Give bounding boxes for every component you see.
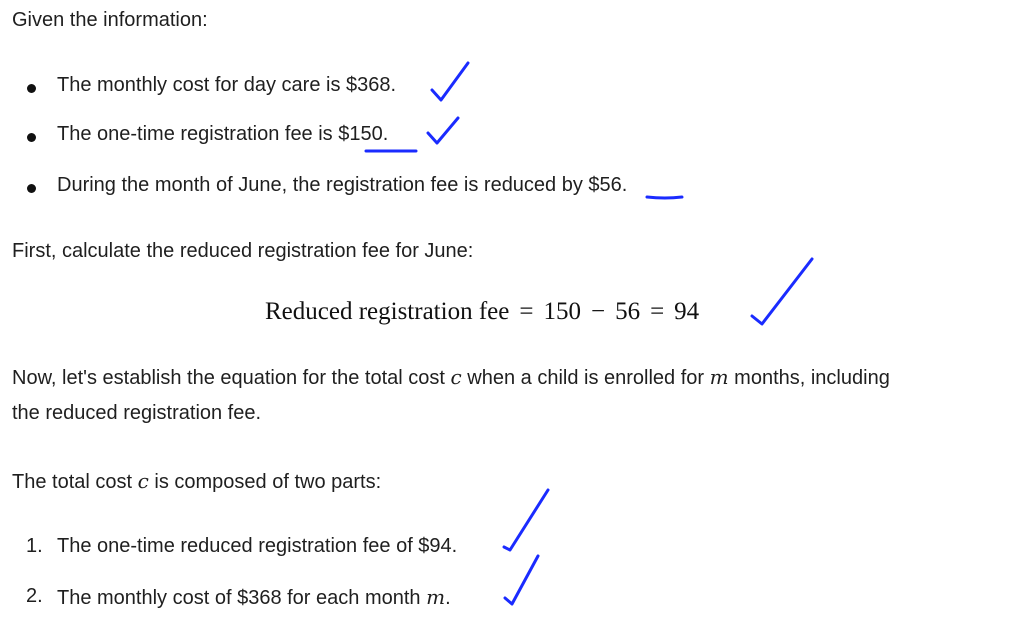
- paragraph-text: months, including: [728, 367, 890, 389]
- numbered-item-text-end: .: [445, 587, 451, 609]
- paragraph: [12, 469, 381, 494]
- equation-term-a: 150: [543, 298, 581, 325]
- checkmark-icon: [752, 259, 812, 324]
- list-number: 1.: [26, 535, 43, 557]
- checkmark-icon: [428, 118, 458, 143]
- checkmark-icon: [505, 556, 538, 604]
- equation-result: 94: [674, 298, 700, 325]
- list-item-text-start: During the month of June, the registration fee is reduced by: [57, 174, 589, 196]
- equals-sign: =: [650, 298, 665, 325]
- underline: [647, 197, 682, 198]
- bullet-icon: [27, 84, 36, 93]
- paragraph-text: The total cost: [12, 471, 138, 493]
- math-variable: m: [709, 365, 729, 389]
- checkmark-icon: [504, 490, 548, 550]
- equation-label: Reduced registration fee: [265, 298, 510, 325]
- bullet-icon: [27, 184, 36, 193]
- paragraph-text: when a child is enrolled for: [461, 367, 710, 389]
- math-variable: c: [137, 469, 149, 493]
- step-intro: First, calculate the reduced registration fee for June:: [12, 240, 474, 262]
- equation-term-b: 56: [615, 298, 641, 325]
- paragraph: [12, 365, 890, 390]
- bullet-icon: [27, 133, 36, 142]
- list-item-text: [57, 123, 388, 146]
- minus-sign: −: [590, 298, 606, 325]
- list-item-text-start: The one-time registration fee is: [57, 123, 339, 145]
- math-equation: [265, 298, 699, 326]
- numbered-item-text: [57, 585, 451, 610]
- math-variable: c: [450, 365, 462, 389]
- list-number: 2.: [26, 585, 43, 607]
- paragraph-line-2: the reduced registration fee.: [12, 402, 262, 424]
- paragraph-text: is composed of two parts:: [148, 471, 382, 493]
- reduction-value: $56: [588, 174, 622, 196]
- intro-text: Given the information:: [12, 9, 208, 31]
- checkmark-icon: [432, 63, 468, 100]
- list-item-text: [57, 174, 627, 197]
- math-variable: m: [426, 585, 446, 609]
- paragraph-text: Now, let's establish the equation for the total cost: [12, 367, 451, 389]
- list-item-text: The monthly cost for day care is $368.: [57, 74, 397, 96]
- equals-sign: =: [519, 298, 534, 325]
- fee-value: $150: [338, 123, 383, 145]
- numbered-item-text-start: The monthly cost of $368 for each month: [57, 587, 427, 609]
- list-item-text-end: .: [621, 174, 628, 196]
- list-item-text-end: .: [382, 123, 389, 145]
- numbered-item-text: The one-time reduced registration fee of $94.: [57, 535, 458, 557]
